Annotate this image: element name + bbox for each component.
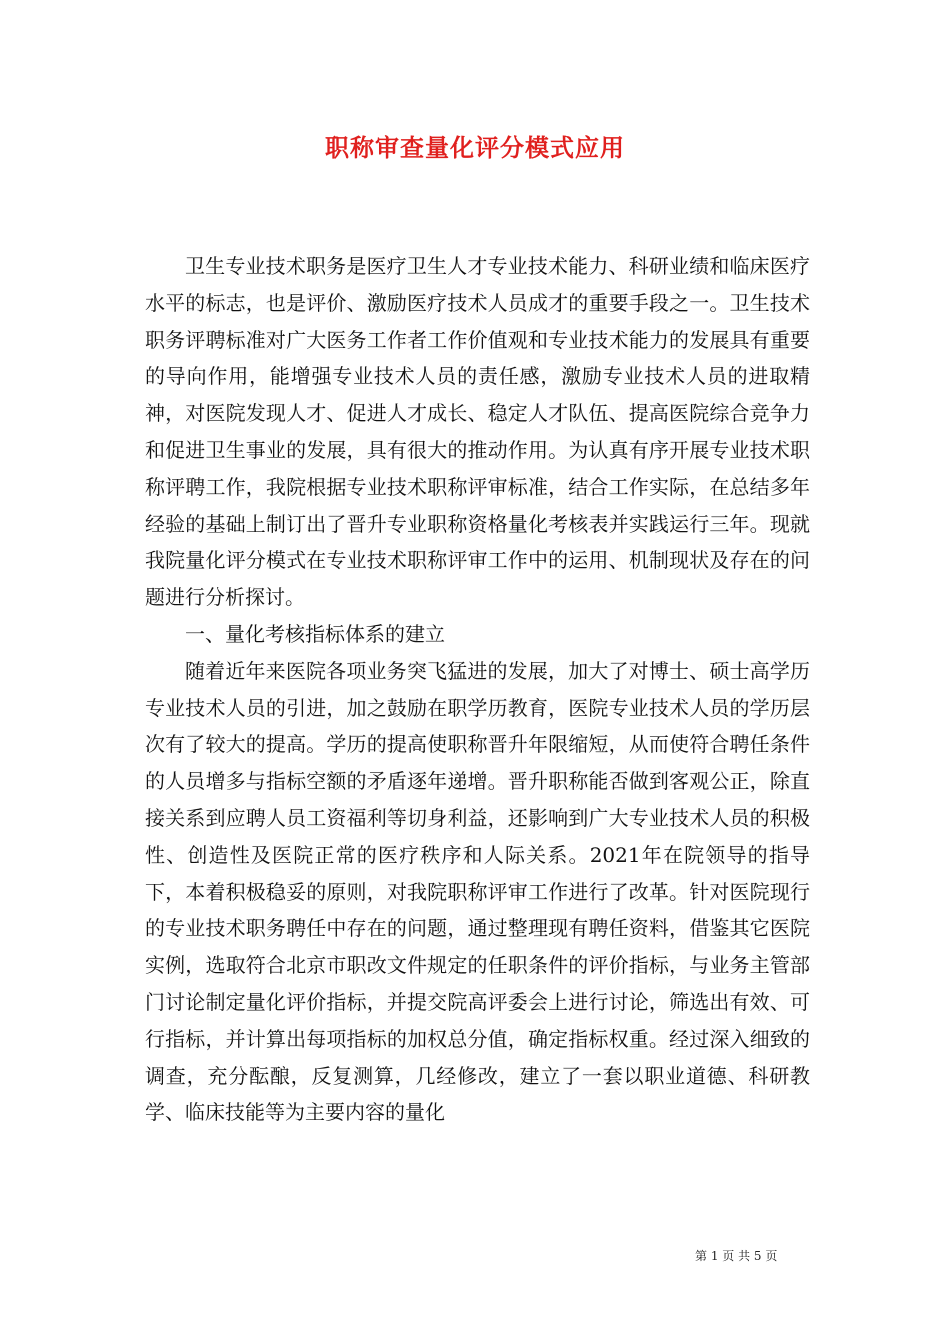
paragraph-section-1: 随着近年来医院各项业务突飞猛进的发展，加大了对博士、硕士高学历专业技术人员的引进，加之鼓励在职学历教育，医院专业技术人员的学历层次有了较大的提高。学历的提高使职称晋升年限缩短，从而使符合聘任条件的人员增多与指标空额的矛盾逐年递增。晋升职称能否做到客观公正，除直接关系到应聘人员工资福利等切身利益，还影响到广大专业技术人员的积极性、创造性及医院正常的医疗秩序和人际关系。2021年在院领导的指导下，本着积极稳妥的原则，对我院职称评审工作进行了改革。针对医院现行的专业技术职务聘任中存在的问题，通过整理现有聘任资料，借鉴其它医院实例，选取符合北京市职改文件规定的任职条件的评价指标，与业务主管部门讨论制定量化评价指标，并提交院高评委会上进行讨论，筛选出有效、可行指标，并计算出每项指标的加权总分值，确定指标权重。经过深入细致的调查，充分酝酿，反复测算，几经修改，建立了一套以职业道德、科研教学、临床技能等为主要内容的量化	[145, 658, 810, 1125]
paragraph-intro: 卫生专业技术职务是医疗卫生人才专业技术能力、科研业绩和临床医疗水平的标志，也是评价、激励医疗技术人员成才的重要手段之一。卫生技术职务评聘标准对广大医务工作者工作价值观和专业技术能力的发展具有重要的导向作用，能增强专业技术人员的责任感，激励专业技术人员的进取精神，对医院发现人才、促进人才成长、稳定人才队伍、提高医院综合竞争力和促进卫生事业的发展，具有很大的推动作用。为认真有序开展专业技术职称评聘工作，我院根据专业技术职称评审标准，结合工作实际，在总结多年经验的基础上制订出了晋升专业职称资格量化考核表并实践运行三年。现就我院量化评分模式在专业技术职称评审工作中的运用、机制现状及存在的问题进行分析探讨。	[145, 254, 810, 610]
section-heading-1: 一、量化考核指标体系的建立	[185, 621, 445, 646]
page-number-footer: 第 1 页 共 5 页	[695, 1249, 778, 1263]
document-body	[145, 248, 810, 1131]
document-title: 职称审查量化评分模式应用	[325, 133, 625, 162]
